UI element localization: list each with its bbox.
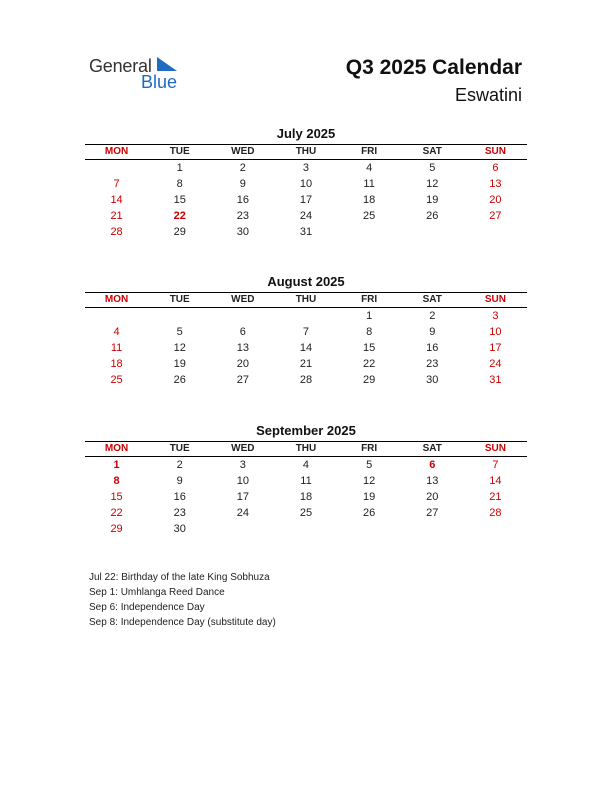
empty-day-cell xyxy=(274,521,337,537)
day-cell: 8 xyxy=(366,326,373,338)
day-cell: 14 xyxy=(299,342,313,354)
day-cell: 21 xyxy=(489,491,502,503)
day-cell: 22 xyxy=(110,507,123,519)
weekday-header-tue: TUE xyxy=(148,145,211,160)
day-cell: 29 xyxy=(173,226,186,238)
month-september xyxy=(85,423,527,537)
holiday-note: Sep 8: Independence Day (substitute day) xyxy=(89,617,276,628)
brand-triangle-icon xyxy=(157,57,177,71)
day-cell: 15 xyxy=(173,194,186,206)
day-cell: 29 xyxy=(110,523,123,535)
day-cell: 3 xyxy=(239,459,246,471)
empty-day-cell xyxy=(464,521,527,537)
weekday-header-thu: THU xyxy=(274,145,337,160)
month-grid xyxy=(85,441,527,537)
day-cell: 29 xyxy=(363,374,376,386)
day-cell: 7 xyxy=(113,178,120,190)
day-cell: 14 xyxy=(489,475,502,487)
weekday-header-thu: THU xyxy=(274,293,337,308)
holiday-note: Jul 22: Birthday of the late King Sobhuza xyxy=(89,572,270,583)
weekday-header-tue: TUE xyxy=(148,442,211,457)
day-cell: 1 xyxy=(366,310,373,322)
day-cell: 5 xyxy=(366,459,373,471)
week-row xyxy=(85,224,527,240)
page-title: Q3 2025 Calendar xyxy=(345,56,522,79)
day-cell: 6 xyxy=(492,162,499,174)
day-cell: 27 xyxy=(489,210,502,222)
day-cell: 23 xyxy=(173,507,186,519)
brand-logo xyxy=(89,56,189,92)
day-cell: 28 xyxy=(110,226,123,238)
day-cell: 1 xyxy=(113,459,120,471)
day-cell: 14 xyxy=(110,194,123,206)
holiday-note: Sep 1: Umhlanga Reed Dance xyxy=(89,587,225,598)
weekday-header-wed: WED xyxy=(211,145,274,160)
holiday-notes xyxy=(89,570,276,630)
day-cell: 4 xyxy=(113,326,120,338)
day-cell: 9 xyxy=(176,475,183,487)
week-row xyxy=(85,457,527,474)
day-cell: 25 xyxy=(110,374,123,386)
page-subtitle: Eswatini xyxy=(454,85,522,105)
day-cell: 30 xyxy=(173,523,186,535)
day-cell: 24 xyxy=(489,358,502,370)
day-cell: 26 xyxy=(426,210,439,222)
empty-day-cell xyxy=(401,224,464,240)
day-cell: 17 xyxy=(236,491,249,503)
day-cell: 25 xyxy=(299,507,313,519)
weekday-header-mon: MON xyxy=(85,145,148,160)
day-cell: 28 xyxy=(299,374,313,386)
empty-day-cell xyxy=(85,160,148,177)
month-july xyxy=(85,126,527,240)
weekday-header-fri: FRI xyxy=(338,442,401,457)
day-cell: 7 xyxy=(492,459,499,471)
brand-word-blue: Blue xyxy=(141,72,178,92)
month-august xyxy=(85,274,527,388)
day-cell: 23 xyxy=(236,210,249,222)
day-cell: 3 xyxy=(302,162,310,174)
day-cell: 28 xyxy=(489,507,502,519)
empty-day-cell xyxy=(401,521,464,537)
week-row xyxy=(85,505,527,521)
day-cell: 23 xyxy=(426,358,439,370)
day-cell: 12 xyxy=(173,342,186,354)
day-cell: 19 xyxy=(363,491,376,503)
day-cell: 27 xyxy=(426,507,439,519)
week-row xyxy=(85,489,527,505)
day-cell: 19 xyxy=(426,194,439,206)
day-cell: 12 xyxy=(426,178,439,190)
weekday-header-sat: SAT xyxy=(401,145,464,160)
month-title: July 2025 xyxy=(276,126,336,141)
day-cell: 25 xyxy=(363,210,376,222)
day-cell: 4 xyxy=(366,162,373,174)
week-row xyxy=(85,208,527,224)
day-cell: 18 xyxy=(363,194,376,206)
day-cell: 9 xyxy=(239,178,246,190)
day-cell: 17 xyxy=(489,342,502,354)
empty-day-cell xyxy=(85,308,148,325)
day-cell: 31 xyxy=(299,226,313,238)
day-cell: 20 xyxy=(426,491,439,503)
day-cell: 10 xyxy=(299,178,313,190)
day-cell: 5 xyxy=(176,326,183,338)
day-cell: 8 xyxy=(176,178,183,190)
weekday-header-sun: SUN xyxy=(464,442,527,457)
day-cell: 31 xyxy=(489,374,502,386)
day-cell: 2 xyxy=(176,459,183,471)
weekday-header-mon: MON xyxy=(85,442,148,457)
empty-day-cell xyxy=(211,521,274,537)
day-cell: 8 xyxy=(113,475,120,487)
month-title: August 2025 xyxy=(267,274,345,289)
week-row xyxy=(85,340,527,356)
day-cell: 2 xyxy=(239,162,246,174)
empty-day-cell xyxy=(464,224,527,240)
day-cell: 22 xyxy=(173,210,186,222)
weekday-header-mon: MON xyxy=(85,293,148,308)
week-row xyxy=(85,160,527,177)
weekday-header-thu: THU xyxy=(274,442,337,457)
day-cell: 18 xyxy=(299,491,313,503)
week-row xyxy=(85,308,527,325)
day-cell: 17 xyxy=(299,194,313,206)
day-cell: 13 xyxy=(426,475,439,487)
day-cell: 13 xyxy=(236,342,249,354)
day-cell: 11 xyxy=(300,475,312,487)
day-cell: 19 xyxy=(173,358,186,370)
week-row xyxy=(85,356,527,372)
day-cell: 26 xyxy=(173,374,186,386)
day-cell: 7 xyxy=(302,326,310,338)
day-cell: 16 xyxy=(426,342,439,354)
empty-day-cell xyxy=(148,308,211,325)
day-cell: 30 xyxy=(426,374,439,386)
weekday-header-sat: SAT xyxy=(401,442,464,457)
weekday-header-sun: SUN xyxy=(464,145,527,160)
day-cell: 10 xyxy=(489,326,502,338)
weekday-header-sat: SAT xyxy=(401,293,464,308)
day-cell: 21 xyxy=(110,210,123,222)
weekday-header-tue: TUE xyxy=(148,293,211,308)
month-grid xyxy=(85,292,527,388)
day-cell: 30 xyxy=(236,226,249,238)
day-cell: 2 xyxy=(429,310,436,322)
weekday-header-sun: SUN xyxy=(464,293,527,308)
day-cell: 24 xyxy=(236,507,249,519)
week-row xyxy=(85,521,527,537)
empty-day-cell xyxy=(338,224,401,240)
day-cell: 13 xyxy=(489,178,502,190)
month-grid xyxy=(85,144,527,240)
day-cell: 11 xyxy=(363,178,375,190)
day-cell: 27 xyxy=(236,374,249,386)
week-row xyxy=(85,176,527,192)
day-cell: 16 xyxy=(173,491,186,503)
weekday-header-fri: FRI xyxy=(338,293,401,308)
day-cell: 15 xyxy=(110,491,123,503)
day-cell: 3 xyxy=(492,310,499,322)
weekday-header-fri: FRI xyxy=(338,145,401,160)
week-row xyxy=(85,192,527,208)
day-cell: 22 xyxy=(363,358,376,370)
day-cell: 1 xyxy=(176,162,183,174)
day-cell: 20 xyxy=(236,358,249,370)
weekday-header-wed: WED xyxy=(211,293,274,308)
day-cell: 11 xyxy=(110,342,123,354)
week-row xyxy=(85,473,527,489)
day-cell: 6 xyxy=(239,326,246,338)
day-cell: 10 xyxy=(236,475,249,487)
day-cell: 6 xyxy=(429,459,436,471)
week-row xyxy=(85,324,527,340)
day-cell: 21 xyxy=(299,358,313,370)
holiday-note: Sep 6: Independence Day xyxy=(89,602,205,613)
day-cell: 9 xyxy=(429,326,436,338)
day-cell: 4 xyxy=(302,459,310,471)
day-cell: 15 xyxy=(363,342,376,354)
day-cell: 5 xyxy=(429,162,436,174)
empty-day-cell xyxy=(211,308,274,325)
day-cell: 18 xyxy=(110,358,123,370)
day-cell: 16 xyxy=(236,194,249,206)
weekday-header-wed: WED xyxy=(211,442,274,457)
day-cell: 24 xyxy=(299,210,313,222)
day-cell: 20 xyxy=(489,194,502,206)
week-row xyxy=(85,372,527,388)
brand-word-general: General xyxy=(89,56,152,76)
month-title: September 2025 xyxy=(256,423,356,438)
empty-day-cell xyxy=(274,308,337,325)
day-cell: 12 xyxy=(363,475,376,487)
day-cell: 26 xyxy=(363,507,376,519)
empty-day-cell xyxy=(338,521,401,537)
